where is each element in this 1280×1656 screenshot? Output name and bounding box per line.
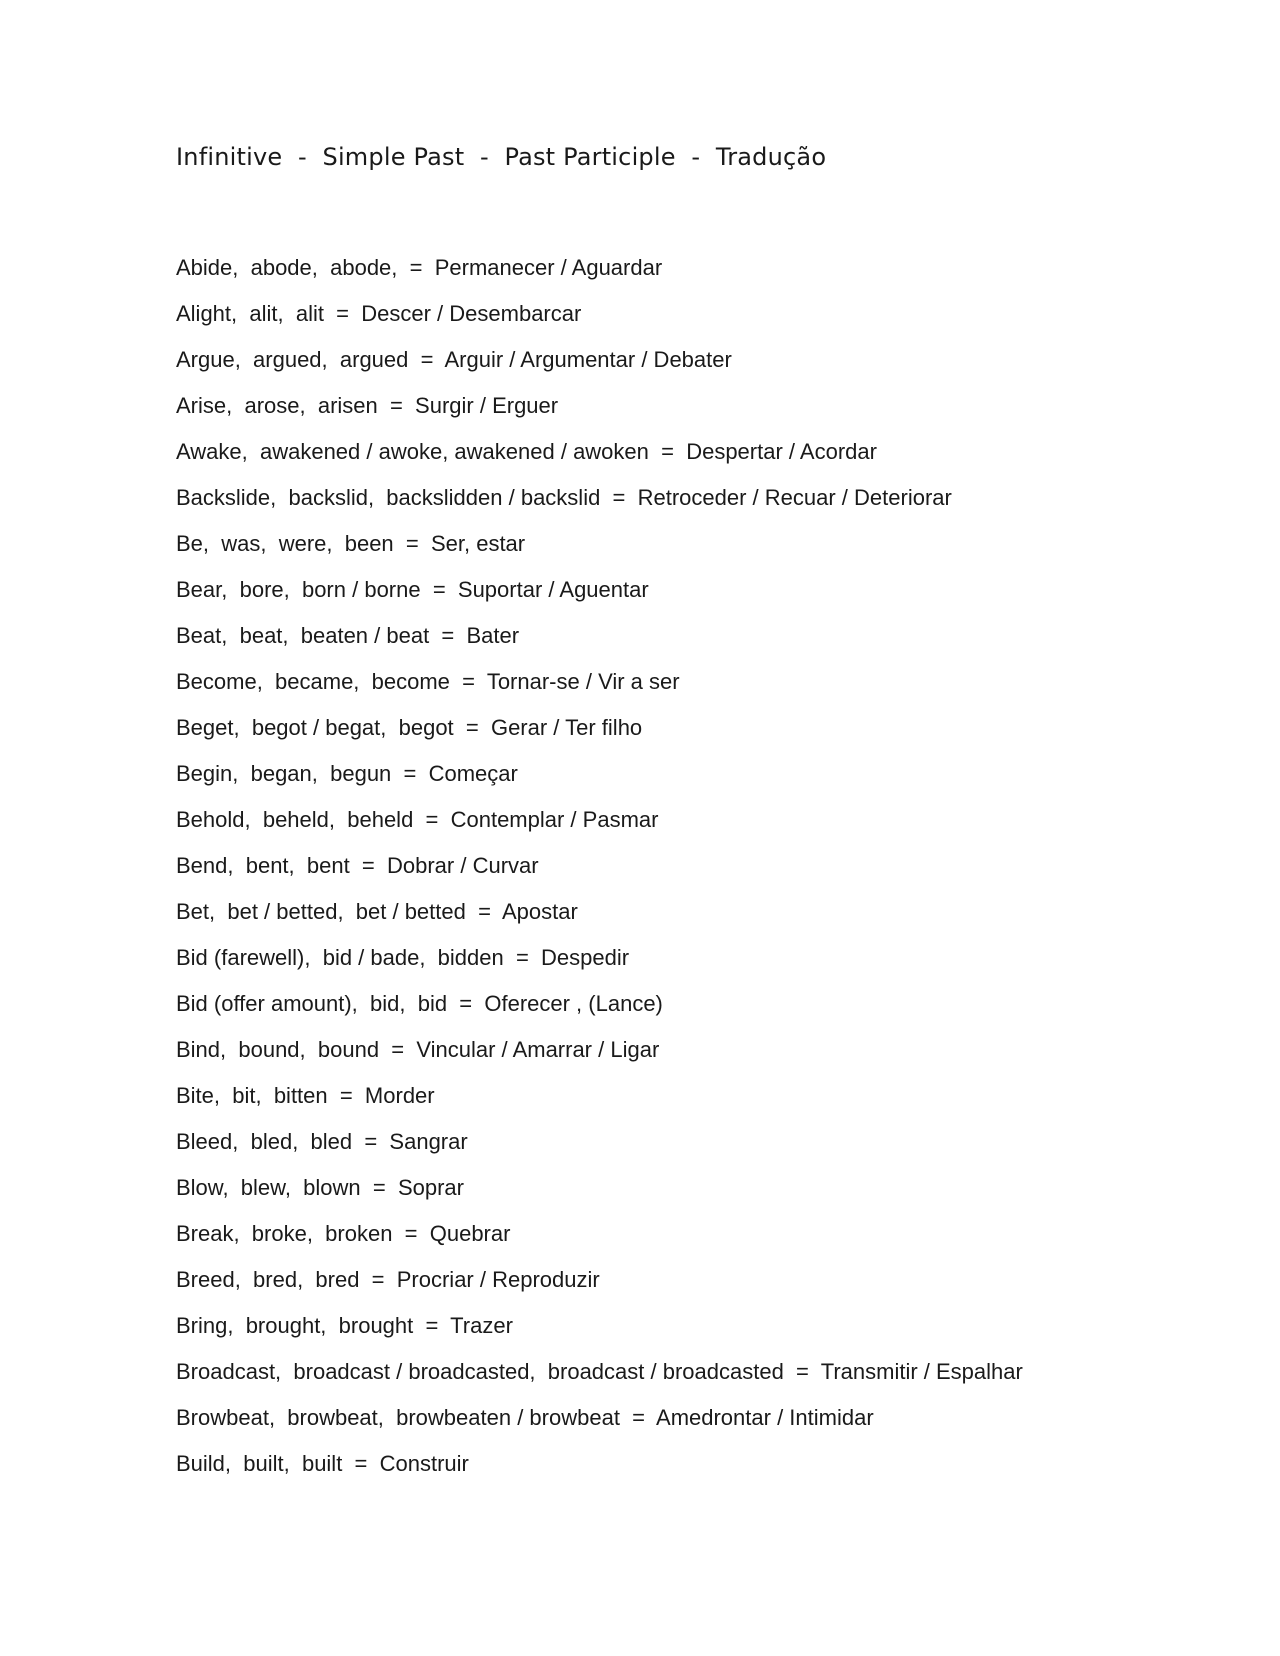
verb-line: Abide, abode, abode, = Permanecer / Aguardar (176, 255, 663, 280)
verb-line: Arise, arose, arisen = Surgir / Erguer (176, 393, 559, 418)
verb-line: Alight, alit, alit = Descer / Desembarcar (176, 301, 582, 326)
verb-line: Beat, beat, beaten / beat = Bater (176, 623, 520, 648)
verb-line: Beget, begot / begat, begot = Gerar / Ter filho (176, 715, 643, 740)
verb-line: Break, broke, broken = Quebrar (176, 1221, 511, 1246)
verb-line: Blow, blew, blown = Soprar (176, 1175, 464, 1200)
verb-line: Breed, bred, bred = Procriar / Reproduzir (176, 1267, 600, 1292)
verb-line: Begin, began, begun = Começar (176, 761, 518, 786)
verb-line: Bear, bore, born / borne = Suportar / Aguentar (176, 577, 649, 602)
verb-line: Browbeat, browbeat, browbeaten / browbeat = Amedrontar / Intimidar (176, 1405, 874, 1430)
verb-line: Bite, bit, bitten = Morder (176, 1083, 435, 1108)
verb-line: Behold, beheld, beheld = Contemplar / Pasmar (176, 807, 659, 832)
verb-line: Broadcast, broadcast / broadcasted, broadcast / broadcasted = Transmitir / Espalhar (176, 1359, 1023, 1384)
verb-line: Become, became, become = Tornar-se / Vir a ser (176, 669, 680, 694)
verb-line: Bleed, bled, bled = Sangrar (176, 1129, 468, 1154)
verb-line: Bet, bet / betted, bet / betted = Apostar (176, 899, 578, 924)
verb-list (176, 245, 1023, 1487)
verb-line: Bend, bent, bent = Dobrar / Curvar (176, 853, 539, 878)
verb-line: Awake, awakened / awoke, awakened / awoken = Despertar / Acordar (176, 439, 877, 464)
document-title: Infinitive - Simple Past - Past Participle - Tradução (176, 143, 827, 171)
verb-line: Bid (offer amount), bid, bid = Oferecer , (Lance) (176, 991, 663, 1016)
verb-line: Bid (farewell), bid / bade, bidden = Despedir (176, 945, 630, 970)
verb-line: Backslide, backslid, backslidden / backslid = Retroceder / Recuar / Deteriorar (176, 485, 952, 510)
verb-line: Build, built, built = Construir (176, 1451, 469, 1476)
verb-line: Be, was, were, been = Ser, estar (176, 531, 526, 556)
verb-line: Bind, bound, bound = Vincular / Amarrar / Ligar (176, 1037, 660, 1062)
verb-line: Argue, argued, argued = Arguir / Argumentar / Debater (176, 347, 732, 372)
verb-line: Bring, brought, brought = Trazer (176, 1313, 513, 1338)
